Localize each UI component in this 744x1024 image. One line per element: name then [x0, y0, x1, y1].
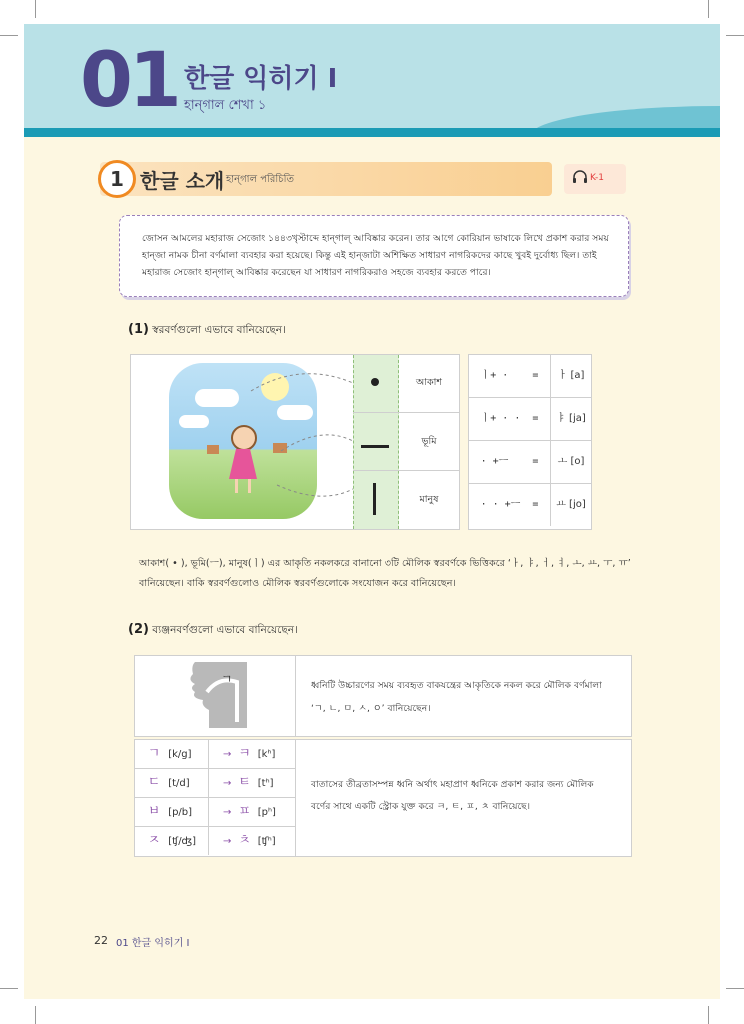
word-sky: আকাশ — [415, 377, 443, 388]
mouth-diagram-icon — [185, 662, 247, 728]
base-consonant-cell — [135, 827, 209, 855]
consonant-heading-text: ব্যঞ্জনবর্ণগুলো এভাবে বানিয়েছেন। — [152, 624, 298, 636]
vowel-heading-number: (1) — [128, 322, 149, 337]
crop-mark — [708, 0, 709, 18]
vowel-formula: ㅣ+ · · = — [469, 398, 551, 440]
chapter-subtitle: হান্গাল শেখা ১ — [184, 98, 267, 113]
crop-mark — [35, 0, 36, 18]
vowel-formula: · +ㅡ = — [469, 441, 551, 483]
arrow-icon: → — [223, 749, 232, 760]
headphones-icon — [572, 170, 588, 188]
table-row — [469, 398, 591, 441]
crop-mark — [0, 988, 18, 989]
arrow-icon: → — [223, 807, 232, 818]
horizontal-stroke-symbol — [361, 445, 389, 448]
consonant-origin-box — [134, 655, 632, 737]
base-jamo: ㅈ — [147, 833, 161, 848]
arrow-icon: → — [223, 778, 232, 789]
aspiration-text: বাতাসের তীব্রতাসম্পন্ন ধ্বনি অর্থাৎ মহাপ্রাণ ধ্বনিকে প্রকাশ করার জন্য মৌলিক বর্ণের সাথে একটি স্ট্রোক যুক্ত করে ㅋ, ㅌ, ㅍ, ㅊ বানিয়েছে। — [311, 779, 594, 812]
crop-mark — [0, 35, 18, 36]
aspirated-ipa: [ʧʰ] — [257, 836, 276, 847]
base-ipa: [k/g] — [168, 749, 192, 760]
vowel-result: ㅑ [ja] — [556, 413, 586, 424]
aspirated-jamo: ㅌ — [238, 775, 251, 790]
base-consonant-cell — [135, 798, 209, 826]
base-consonant-cell — [135, 769, 209, 797]
vowel-result: ㅗ [o] — [557, 456, 585, 467]
vowel-formula: · · +ㅡ = — [469, 484, 551, 526]
base-jamo: ㄱ — [147, 746, 161, 761]
crop-mark — [726, 988, 744, 989]
column-divider — [295, 740, 296, 856]
aspirated-jamo: ㅋ — [238, 746, 251, 761]
mouth-jamo-label: ㄱ — [221, 672, 233, 686]
table-row — [135, 827, 295, 856]
table-row — [469, 484, 591, 527]
dot-symbol — [371, 378, 379, 386]
column-divider — [295, 656, 296, 736]
intro-text: জোসন আমলের মহারাজ সেজোং ১৪৪৩খৃস্টাব্দে হান্গাল্ আবিষ্কার করেন। তার আগে কোরিয়ান ভাষাকে লিখে প্রকাশ করার সময় হান্জা নামক চীনা বর্ণমালা ব্যবহার করা হয়েছে। কিন্তু এই হান্জাটা অশিক্ষিত সাধারণ নাগরিকদের কাছে খুবই দুর্বোধ্য ছিল। তাই মহারাজ সেজোং হান্গাল্ আবিষ্কার করেছেন যা সাধারণ নাগরিকরাও সহজে ব্যবহার করতে পারে। — [142, 233, 609, 278]
chapter-number: 01 — [80, 35, 178, 124]
vowel-origin-figure — [130, 354, 460, 530]
chapter-title: 한글 익히기 I — [184, 64, 338, 94]
row-divider — [353, 470, 459, 471]
crop-mark — [726, 35, 744, 36]
base-ipa: [ʧ/ʤ] — [168, 836, 197, 847]
arrow-icon: → — [223, 836, 232, 847]
aspirated-ipa: [tʰ] — [257, 778, 274, 789]
aspirated-jamo: ㅍ — [238, 804, 251, 819]
table-row — [135, 740, 295, 769]
audio-track-button[interactable] — [564, 164, 626, 194]
consonant-heading — [128, 622, 298, 640]
pointer-arrows — [131, 355, 353, 529]
consonant-heading-number: (2) — [128, 622, 149, 637]
vowel-result: ㅛ [jo] — [556, 499, 586, 510]
page-number: 22 — [94, 934, 108, 947]
audio-track-label: K-1 — [590, 173, 604, 183]
vowel-heading-text: স্বরবর্ণগুলো এভাবে বানিয়েছেন। — [152, 324, 286, 336]
section-title: 한글 소개 — [140, 169, 225, 193]
aspirated-jamo: ㅊ — [238, 833, 251, 848]
aspirated-consonant-cell — [209, 769, 295, 797]
base-jamo: ㅂ — [147, 804, 161, 819]
vertical-stroke-symbol — [373, 483, 376, 515]
base-ipa: [p/b] — [168, 807, 193, 818]
aspirated-ipa: [pʰ] — [257, 807, 276, 818]
aspirated-consonant-cell — [209, 827, 295, 855]
base-ipa: [t/d] — [168, 778, 190, 789]
aspirated-consonant-cell — [209, 740, 295, 768]
textbook-page — [24, 24, 720, 999]
base-jamo: ㄷ — [147, 775, 161, 790]
aspirated-consonant-table — [134, 739, 632, 857]
vowel-formula: ㅣ+ · = — [469, 355, 551, 397]
vowel-explanation: আকাশ( • ), ভূমি(ㅡ), মানুষ(ㅣ) এর আকৃতি নকলকরে বানানো ৩টি মৌলিক স্বরবর্ণকে ভিত্তিকরে ‘ㅏ, ㅑ, ㅓ, ㅕ, ㅗ, ㅛ, ㅜ, ㅠ’ বানিয়েছেন। বাকি স্বরবর্ণগুলোও মৌলিক স্বরবর্ণগুলোকে সংযোজন করে বানিয়েছেন। — [139, 558, 631, 589]
header-stripe — [24, 128, 720, 137]
vowel-result: ㅏ [a] — [557, 370, 585, 381]
aspirated-ipa: [kʰ] — [257, 749, 276, 760]
base-consonant-cell — [135, 740, 209, 768]
table-row — [135, 798, 295, 827]
consonant-origin-text: ধ্বনিটি উচ্চারণের সময় ব্যবহৃত বাকযন্ত্রের আকৃতিকে নকল করে মৌলিক বর্ণমালা ‘ㄱ, ㄴ, ㅁ, ㅅ, ㅇ’ বানিয়েছেন। — [311, 680, 602, 714]
word-earth: ভূমি — [421, 436, 437, 447]
row-divider — [353, 412, 459, 413]
aspirated-consonant-cell — [209, 798, 295, 826]
crop-mark — [35, 1006, 36, 1024]
vowel-combination-table — [468, 354, 592, 530]
footer-chapter-title: 01 한글 익히기 I — [116, 938, 190, 949]
table-row — [469, 355, 591, 398]
table-row — [469, 441, 591, 484]
section-number: 1 — [98, 160, 136, 198]
intro-box — [119, 215, 629, 297]
word-human: মানুষ — [419, 494, 439, 505]
vowel-heading — [128, 322, 286, 340]
crop-mark — [708, 1006, 709, 1024]
section-subtitle: হান্গাল পরিচিতি — [226, 174, 294, 185]
table-row — [135, 769, 295, 798]
